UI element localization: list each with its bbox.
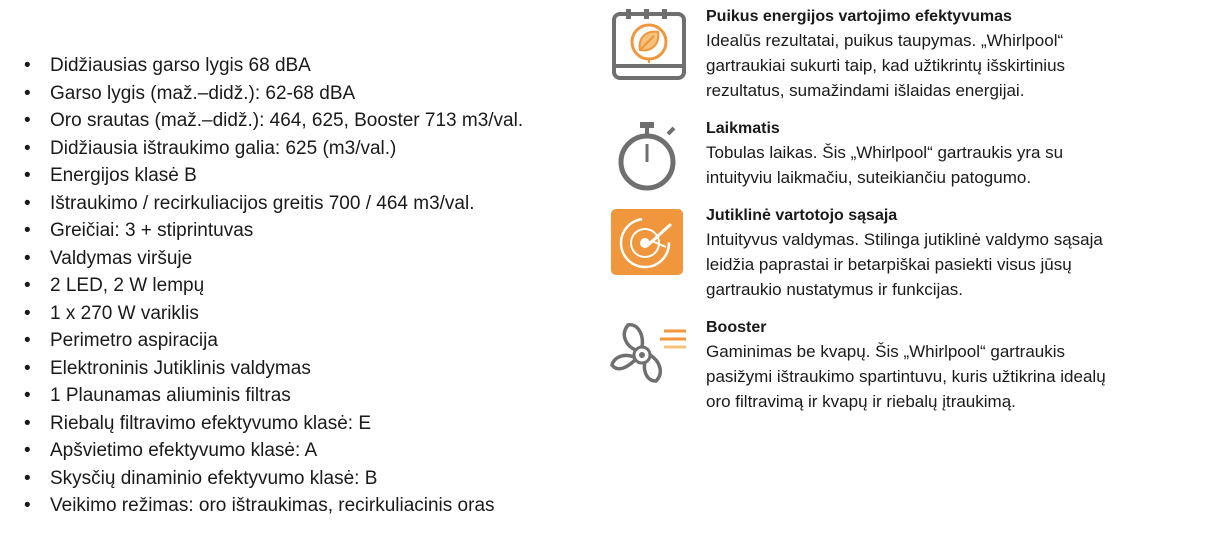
- feature-touch-interface: [608, 205, 1208, 305]
- feature-title: Jutiklinė vartotojo sąsaja: [706, 207, 898, 224]
- spec-item: • Greičiai: 3 + stiprintuvas: [24, 220, 254, 241]
- touch-control-icon: [608, 205, 690, 287]
- spec-item: • Didžiausias garso lygis 68 dBA: [24, 55, 311, 76]
- spec-item: • Valdymas viršuje: [24, 247, 193, 269]
- spec-item: • Oro srautas (maž.–didž.): 464, 625, Booster 713 m3/val.: [24, 110, 524, 131]
- spec-list: [22, 52, 592, 520]
- stopwatch-icon: [608, 118, 690, 200]
- spec-item: • Didžiausia ištraukimo galia: 625 (m3/val.): [24, 137, 397, 159]
- feature-energy-efficiency: [608, 6, 1208, 106]
- spec-item: • Skysčių dinaminio efektyvumo klasė: B: [24, 467, 378, 489]
- spec-item: • Ištraukimo / recirkuliacijos greitis 700 / 464 m3/val.: [24, 192, 475, 214]
- feature-timer: [608, 118, 1208, 218]
- spec-item: • Perimetro aspiracija: [24, 330, 218, 351]
- energy-calendar-icon: [608, 6, 690, 88]
- spec-item: • Veikimo režimas: oro ištraukimas, recirkuliacinis oras: [24, 495, 495, 516]
- spec-item: • Riebalų filtravimo efektyvumo klasė: E: [24, 412, 372, 434]
- spec-item: • Apšvietimo efektyvumo klasė: A: [24, 440, 318, 461]
- fan-booster-icon: [608, 317, 690, 399]
- spec-item: • Elektroninis Jutiklinis valdymas: [24, 357, 311, 379]
- spec-item: • Energijos klasė B: [24, 165, 197, 186]
- spec-item: • 2 LED, 2 W lempų: [24, 275, 205, 296]
- feature-title: Laikmatis: [706, 120, 780, 137]
- feature-description: Tobulas laikas. Šis „Whirlpool“ gartraukis yra su intuityviu laikmačiu, suteikiančiu patogumo.: [706, 143, 1064, 187]
- feature-booster: [608, 317, 1208, 417]
- spec-item: • 1 x 270 W variklis: [24, 302, 199, 324]
- feature-title: Puikus energijos vartojimo efektyvumas: [706, 8, 1012, 25]
- feature-title: Booster: [706, 319, 767, 336]
- feature-description: Intuityvus valdymas. Stilinga jutiklinė valdymo sąsaja leidžia paprastai ir betarpiškai pasiekti visus jūsų gartraukio nustatymus ir funkcijas.: [706, 230, 1103, 299]
- spec-item: • Garso lygis (maž.–didž.): 62-68 dBA: [24, 82, 356, 104]
- feature-description: Idealūs rezultatai, puikus taupymas. „Whirlpool“ gartraukiai sukurti taip, kad užtikrintų išskirtinius rezultatus, sumažindami išlaidas energijai.: [706, 31, 1066, 100]
- feature-description: Gaminimas be kvapų. Šis „Whirlpool“ gartraukis pasižymi ištraukimo spartintuvu, kuris užtikrina idealų oro filtravimą ir kvapų ir riebalų įtraukimą.: [706, 342, 1106, 411]
- spec-item: • 1 Plaunamas aliuminis filtras: [24, 385, 291, 406]
